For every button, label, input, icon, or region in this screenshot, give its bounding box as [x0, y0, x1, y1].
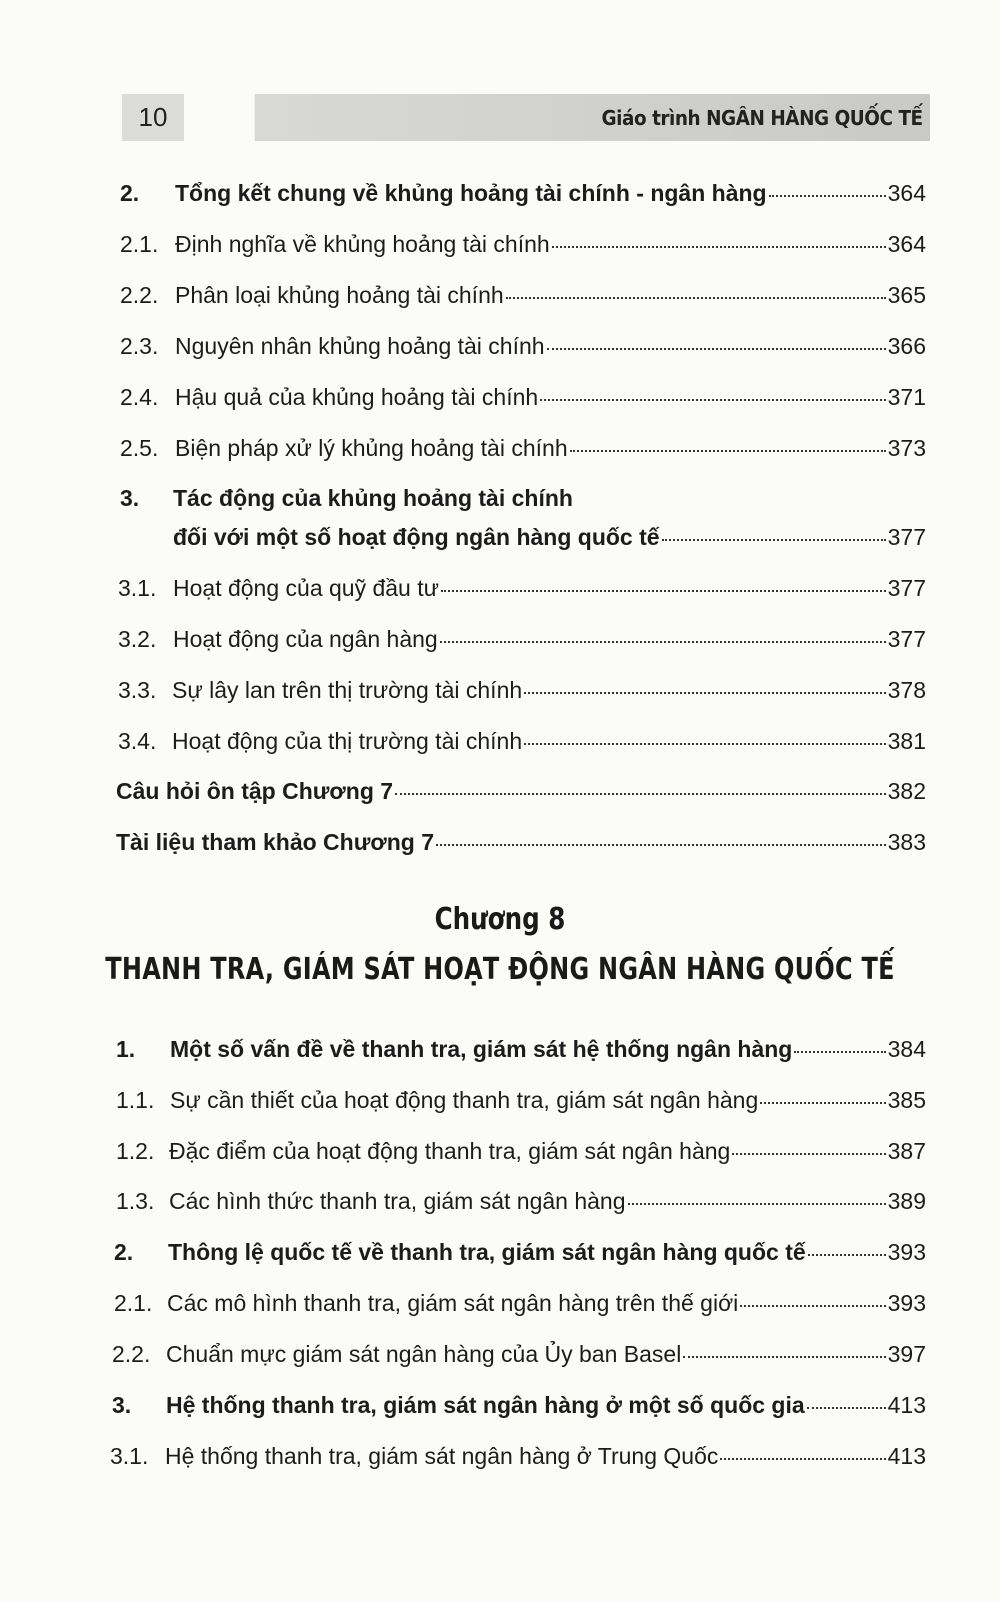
toc-entry-page: 413 — [887, 1443, 926, 1469]
toc-entry-number: 2.3. — [120, 333, 159, 359]
toc-entry-title-first-line: Tác động của khủng hoảng tài chính — [173, 485, 573, 511]
leader-dots — [524, 742, 885, 745]
toc-entry — [120, 280, 926, 310]
toc-entry — [114, 1237, 926, 1267]
leader-dots — [794, 1050, 885, 1053]
toc-entry-number: 3.1. — [110, 1443, 149, 1469]
toc-entry-number: 2.1. — [120, 231, 159, 257]
toc-entry-page: 393 — [887, 1239, 926, 1265]
toc-entry — [118, 573, 926, 603]
toc-entry-number: 3.1. — [118, 575, 157, 601]
toc-entry-page: 389 — [887, 1188, 926, 1214]
toc-entry-number: 3.2. — [118, 626, 157, 652]
toc-entry-title: Tài liệu tham khảo Chương 7 — [116, 829, 434, 855]
toc-entry — [114, 1288, 926, 1318]
toc-entry-title: Định nghĩa về khủng hoảng tài chính — [175, 231, 550, 257]
running-title: Giáo trình NGÂN HÀNG QUỐC TẾ — [255, 94, 930, 141]
toc-entry-title: Hệ thống thanh tra, giám sát ngân hàng ở Trung Quốc — [165, 1443, 719, 1469]
toc-entry-page: 378 — [887, 677, 926, 703]
toc-entry-page: 387 — [887, 1138, 926, 1164]
toc-entry-title: Phân loại khủng hoảng tài chính — [175, 282, 504, 308]
toc-entry — [112, 1339, 926, 1369]
leader-dots — [540, 398, 885, 401]
toc-entry — [116, 1136, 926, 1166]
toc-entry-number: 2. — [120, 180, 140, 206]
page-header — [122, 94, 930, 141]
toc-entry — [112, 1390, 926, 1420]
toc-entry-number: 2.2. — [112, 1341, 151, 1367]
toc-entry-number: 3. — [112, 1392, 132, 1418]
toc-entry-title: Hoạt động của thị trường tài chính — [172, 728, 523, 754]
toc-entry-page: 377 — [887, 524, 926, 550]
leader-dots — [807, 1406, 886, 1409]
leader-dots — [441, 589, 886, 592]
toc-entry-page: 365 — [887, 282, 926, 308]
toc-entry-title: Nguyên nhân khủng hoảng tài chính — [175, 333, 545, 359]
toc-entry-page: 371 — [887, 384, 926, 410]
toc-entry — [120, 382, 926, 412]
toc-entry-page: 384 — [887, 1036, 926, 1062]
toc-entry-title: Sự lây lan trên thị trường tài chính — [172, 677, 523, 703]
toc-entry-title: Câu hỏi ôn tập Chương 7 — [116, 778, 394, 804]
toc-entry-number: 2.4. — [120, 384, 159, 410]
toc-entry-page: 382 — [887, 778, 926, 804]
toc-entry-title: đối với một số hoạt động ngân hàng quốc tế — [173, 524, 660, 550]
toc-entry-page: 393 — [887, 1290, 926, 1316]
leader-dots — [720, 1457, 885, 1460]
leader-dots — [732, 1152, 885, 1155]
toc-entry — [116, 827, 926, 857]
toc-entry-number: 1.3. — [116, 1188, 155, 1214]
toc-entry-page: 397 — [887, 1341, 926, 1367]
toc-entry-page: 385 — [887, 1087, 926, 1113]
toc-entry-title: Một số vấn đề về thanh tra, giám sát hệ thống ngân hàng — [170, 1036, 793, 1062]
toc-entry-page: 377 — [887, 626, 926, 652]
toc-entry-number: 3.4. — [118, 728, 157, 754]
toc-entry-title: Đặc điểm của hoạt động thanh tra, giám sát ngân hàng — [169, 1138, 731, 1164]
toc-entry-number: 3. — [120, 485, 140, 511]
toc-entry — [116, 1085, 926, 1115]
toc-entry-title: Biện pháp xử lý khủng hoảng tài chính — [175, 435, 568, 461]
toc-entry — [118, 726, 926, 756]
leader-dots — [683, 1355, 885, 1358]
toc-entry-number: 1. — [116, 1036, 136, 1062]
toc-entry-page: 413 — [887, 1392, 926, 1418]
toc-entry-page: 381 — [887, 728, 926, 754]
leader-dots — [808, 1253, 886, 1256]
toc-entry — [116, 1034, 926, 1064]
leader-dots — [760, 1101, 885, 1104]
toc-entry-page: 364 — [887, 180, 926, 206]
toc-entry — [110, 1441, 926, 1471]
leader-dots — [506, 296, 886, 299]
page-number: 10 — [122, 94, 184, 141]
toc-entry — [120, 433, 926, 463]
toc-entry-number: 1.2. — [116, 1138, 155, 1164]
toc-entry-page: 364 — [887, 231, 926, 257]
toc-entry-title: Sự cần thiết của hoạt động thanh tra, giám sát ngân hàng — [170, 1087, 759, 1113]
toc-entry-page: 377 — [887, 575, 926, 601]
toc-entry — [120, 229, 926, 259]
toc-entry-number: 3.3. — [118, 677, 157, 703]
leader-dots — [524, 691, 885, 694]
toc-entry — [118, 675, 926, 705]
toc-entry — [120, 522, 926, 552]
leader-dots — [628, 1202, 886, 1205]
toc-entry-title: Hệ thống thanh tra, giám sát ngân hàng ở một số quốc gia — [166, 1392, 805, 1418]
toc-entry-page: 373 — [887, 435, 926, 461]
toc-entry — [116, 776, 926, 806]
leader-dots — [740, 1304, 885, 1307]
leader-dots — [440, 640, 886, 643]
toc-entry-number: 1.1. — [116, 1087, 155, 1113]
toc-entry-number: 2.5. — [120, 435, 159, 461]
toc-entry-title: Hậu quả của khủng hoảng tài chính — [175, 384, 539, 410]
toc-entry-title: Chuẩn mực giám sát ngân hàng của Ủy ban Basel — [166, 1341, 682, 1367]
leader-dots — [570, 449, 886, 452]
leader-dots — [436, 843, 886, 846]
toc-entry — [116, 1186, 926, 1216]
leader-dots — [552, 245, 886, 248]
leader-dots — [662, 538, 886, 541]
chapter-title: THANH TRA, GIÁM SÁT HOẠT ĐỘNG NGÂN HÀNG QUỐC TẾ — [105, 952, 895, 987]
toc-entry — [120, 178, 926, 208]
toc-entry-title: Hoạt động của quỹ đầu tư — [173, 575, 440, 601]
toc-entry-page: 383 — [887, 829, 926, 855]
toc-entry-title: Thông lệ quốc tế về thanh tra, giám sát ngân hàng quốc tế — [168, 1239, 806, 1265]
toc-entry-title: Hoạt động của ngân hàng — [173, 626, 438, 652]
leader-dots — [769, 194, 886, 197]
toc-entry-number: 2. — [114, 1239, 134, 1265]
leader-dots — [395, 792, 886, 795]
leader-dots — [547, 347, 886, 350]
toc-entry-title: Các mô hình thanh tra, giám sát ngân hàng trên thế giới — [167, 1290, 739, 1316]
toc-entry-number: 2.1. — [114, 1290, 153, 1316]
toc-entry-title-line1 — [120, 483, 573, 513]
toc-entry — [118, 624, 926, 654]
toc-entry-number: 2.2. — [120, 282, 159, 308]
toc-entry-title: Các hình thức thanh tra, giám sát ngân hàng — [169, 1188, 626, 1214]
toc-entry-title: Tổng kết chung về khủng hoảng tài chính - ngân hàng — [175, 180, 767, 206]
chapter-label: Chương 8 — [434, 902, 566, 937]
toc-entry — [120, 331, 926, 361]
toc-entry-page: 366 — [887, 333, 926, 359]
